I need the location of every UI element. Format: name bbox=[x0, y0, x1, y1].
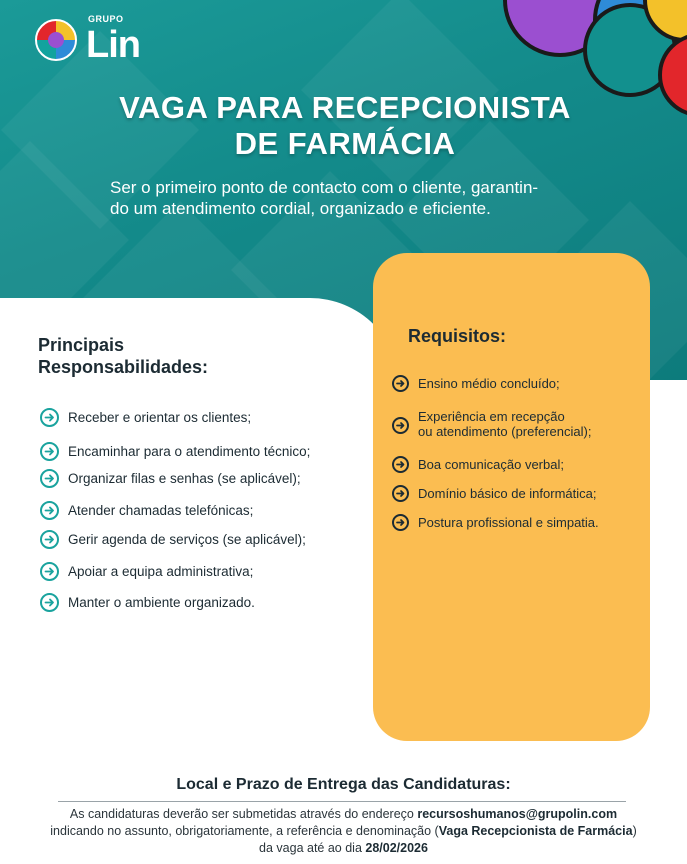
footer-line-2-text: indicando no assunto, obrigatoriamente, a referência e denominação ( bbox=[50, 824, 439, 838]
requirement-text: Domínio básico de informática; bbox=[418, 486, 597, 501]
arrow-right-circle-icon bbox=[40, 469, 59, 488]
logo bbox=[32, 14, 162, 70]
arrow-right-circle-icon bbox=[40, 562, 59, 581]
list-item bbox=[392, 409, 591, 439]
list-item bbox=[40, 471, 301, 487]
arrow-right-circle-icon bbox=[40, 442, 59, 461]
responsibilities-title-line-2: Responsabilidades: bbox=[38, 357, 209, 377]
requirement-text: Ensino médio concluído; bbox=[418, 376, 560, 391]
contact-email: recursoshumanos@grupolin.com bbox=[417, 807, 618, 821]
responsibilities-title bbox=[38, 334, 208, 378]
subtitle-line-1: Ser o primeiro ponto de contacto com o cliente, garantin- bbox=[110, 178, 539, 197]
arrow-right-circle-icon bbox=[40, 501, 59, 520]
arrow-right-circle-icon bbox=[40, 530, 59, 549]
subtitle-line-2: do um atendimento cordial, organizado e eficiente. bbox=[110, 199, 491, 218]
page-subtitle bbox=[110, 177, 630, 219]
responsibility-text: Gerir agenda de serviços (se aplicável); bbox=[68, 532, 306, 547]
list-item bbox=[40, 444, 310, 460]
job-reference: Vaga Recepcionista de Farmácia bbox=[438, 824, 633, 838]
list-item bbox=[40, 532, 306, 548]
arrow-right-circle-icon bbox=[392, 514, 409, 531]
list-item bbox=[40, 595, 255, 611]
title-line-1: VAGA PARA RECEPCIONISTA bbox=[119, 90, 571, 125]
requirements-title: Requisitos: bbox=[408, 326, 507, 346]
list-item bbox=[392, 515, 599, 530]
arrow-right-circle-icon bbox=[392, 456, 409, 473]
responsibility-text: Manter o ambiente organizado. bbox=[68, 595, 255, 610]
list-item bbox=[392, 486, 596, 501]
requirement-text-continued: ou atendimento (preferencial); bbox=[418, 424, 592, 439]
list-item bbox=[392, 376, 560, 391]
title-line-2: DE FARMÁCIA bbox=[234, 126, 456, 161]
multicolor-circle-logo-icon bbox=[32, 16, 80, 64]
footer-line-3 bbox=[0, 840, 687, 857]
arrow-right-circle-icon bbox=[392, 375, 409, 392]
footer-line-1 bbox=[0, 806, 687, 823]
footer-line-1-text: As candidaturas deverão ser submetidas através do endereço bbox=[69, 807, 418, 821]
page-title bbox=[60, 90, 630, 162]
list-item bbox=[40, 410, 251, 426]
logo-small-text: GRUPO bbox=[88, 14, 124, 24]
responsibility-text: Encaminhar para o atendimento técnico; bbox=[68, 444, 311, 459]
footer-line-3-text: da vaga até ao dia bbox=[259, 841, 366, 855]
arrow-right-circle-icon bbox=[40, 408, 59, 427]
responsibility-text: Receber e orientar os clientes; bbox=[68, 410, 252, 425]
requirement-text: Experiência em recepção bbox=[418, 409, 565, 424]
logo-brand-text: Lin bbox=[86, 24, 140, 66]
application-deadline: 28/02/2026 bbox=[365, 841, 428, 855]
arrow-right-circle-icon bbox=[40, 593, 59, 612]
responsibilities-title-line-1: Principais bbox=[38, 335, 125, 355]
responsibility-text: Organizar filas e senhas (se aplicável); bbox=[68, 471, 301, 486]
footer-instructions bbox=[0, 806, 687, 857]
requirement-text: Boa comunicação verbal; bbox=[418, 457, 564, 472]
list-item bbox=[40, 503, 253, 519]
responsibility-text: Apoiar a equipa administrativa; bbox=[68, 564, 254, 579]
footer-title: Local e Prazo de Entrega das Candidaturas: bbox=[176, 776, 511, 793]
arrow-right-circle-icon bbox=[392, 485, 409, 502]
footer-line-2 bbox=[0, 823, 687, 840]
requirement-text: Postura profissional e simpatia. bbox=[418, 515, 599, 530]
list-item bbox=[40, 564, 253, 580]
footer-divider bbox=[58, 801, 626, 802]
footer-line-2-suffix: ) bbox=[632, 824, 637, 838]
responsibility-text: Atender chamadas telefónicas; bbox=[68, 503, 254, 518]
list-item bbox=[392, 457, 564, 472]
arrow-right-circle-icon bbox=[392, 417, 409, 434]
